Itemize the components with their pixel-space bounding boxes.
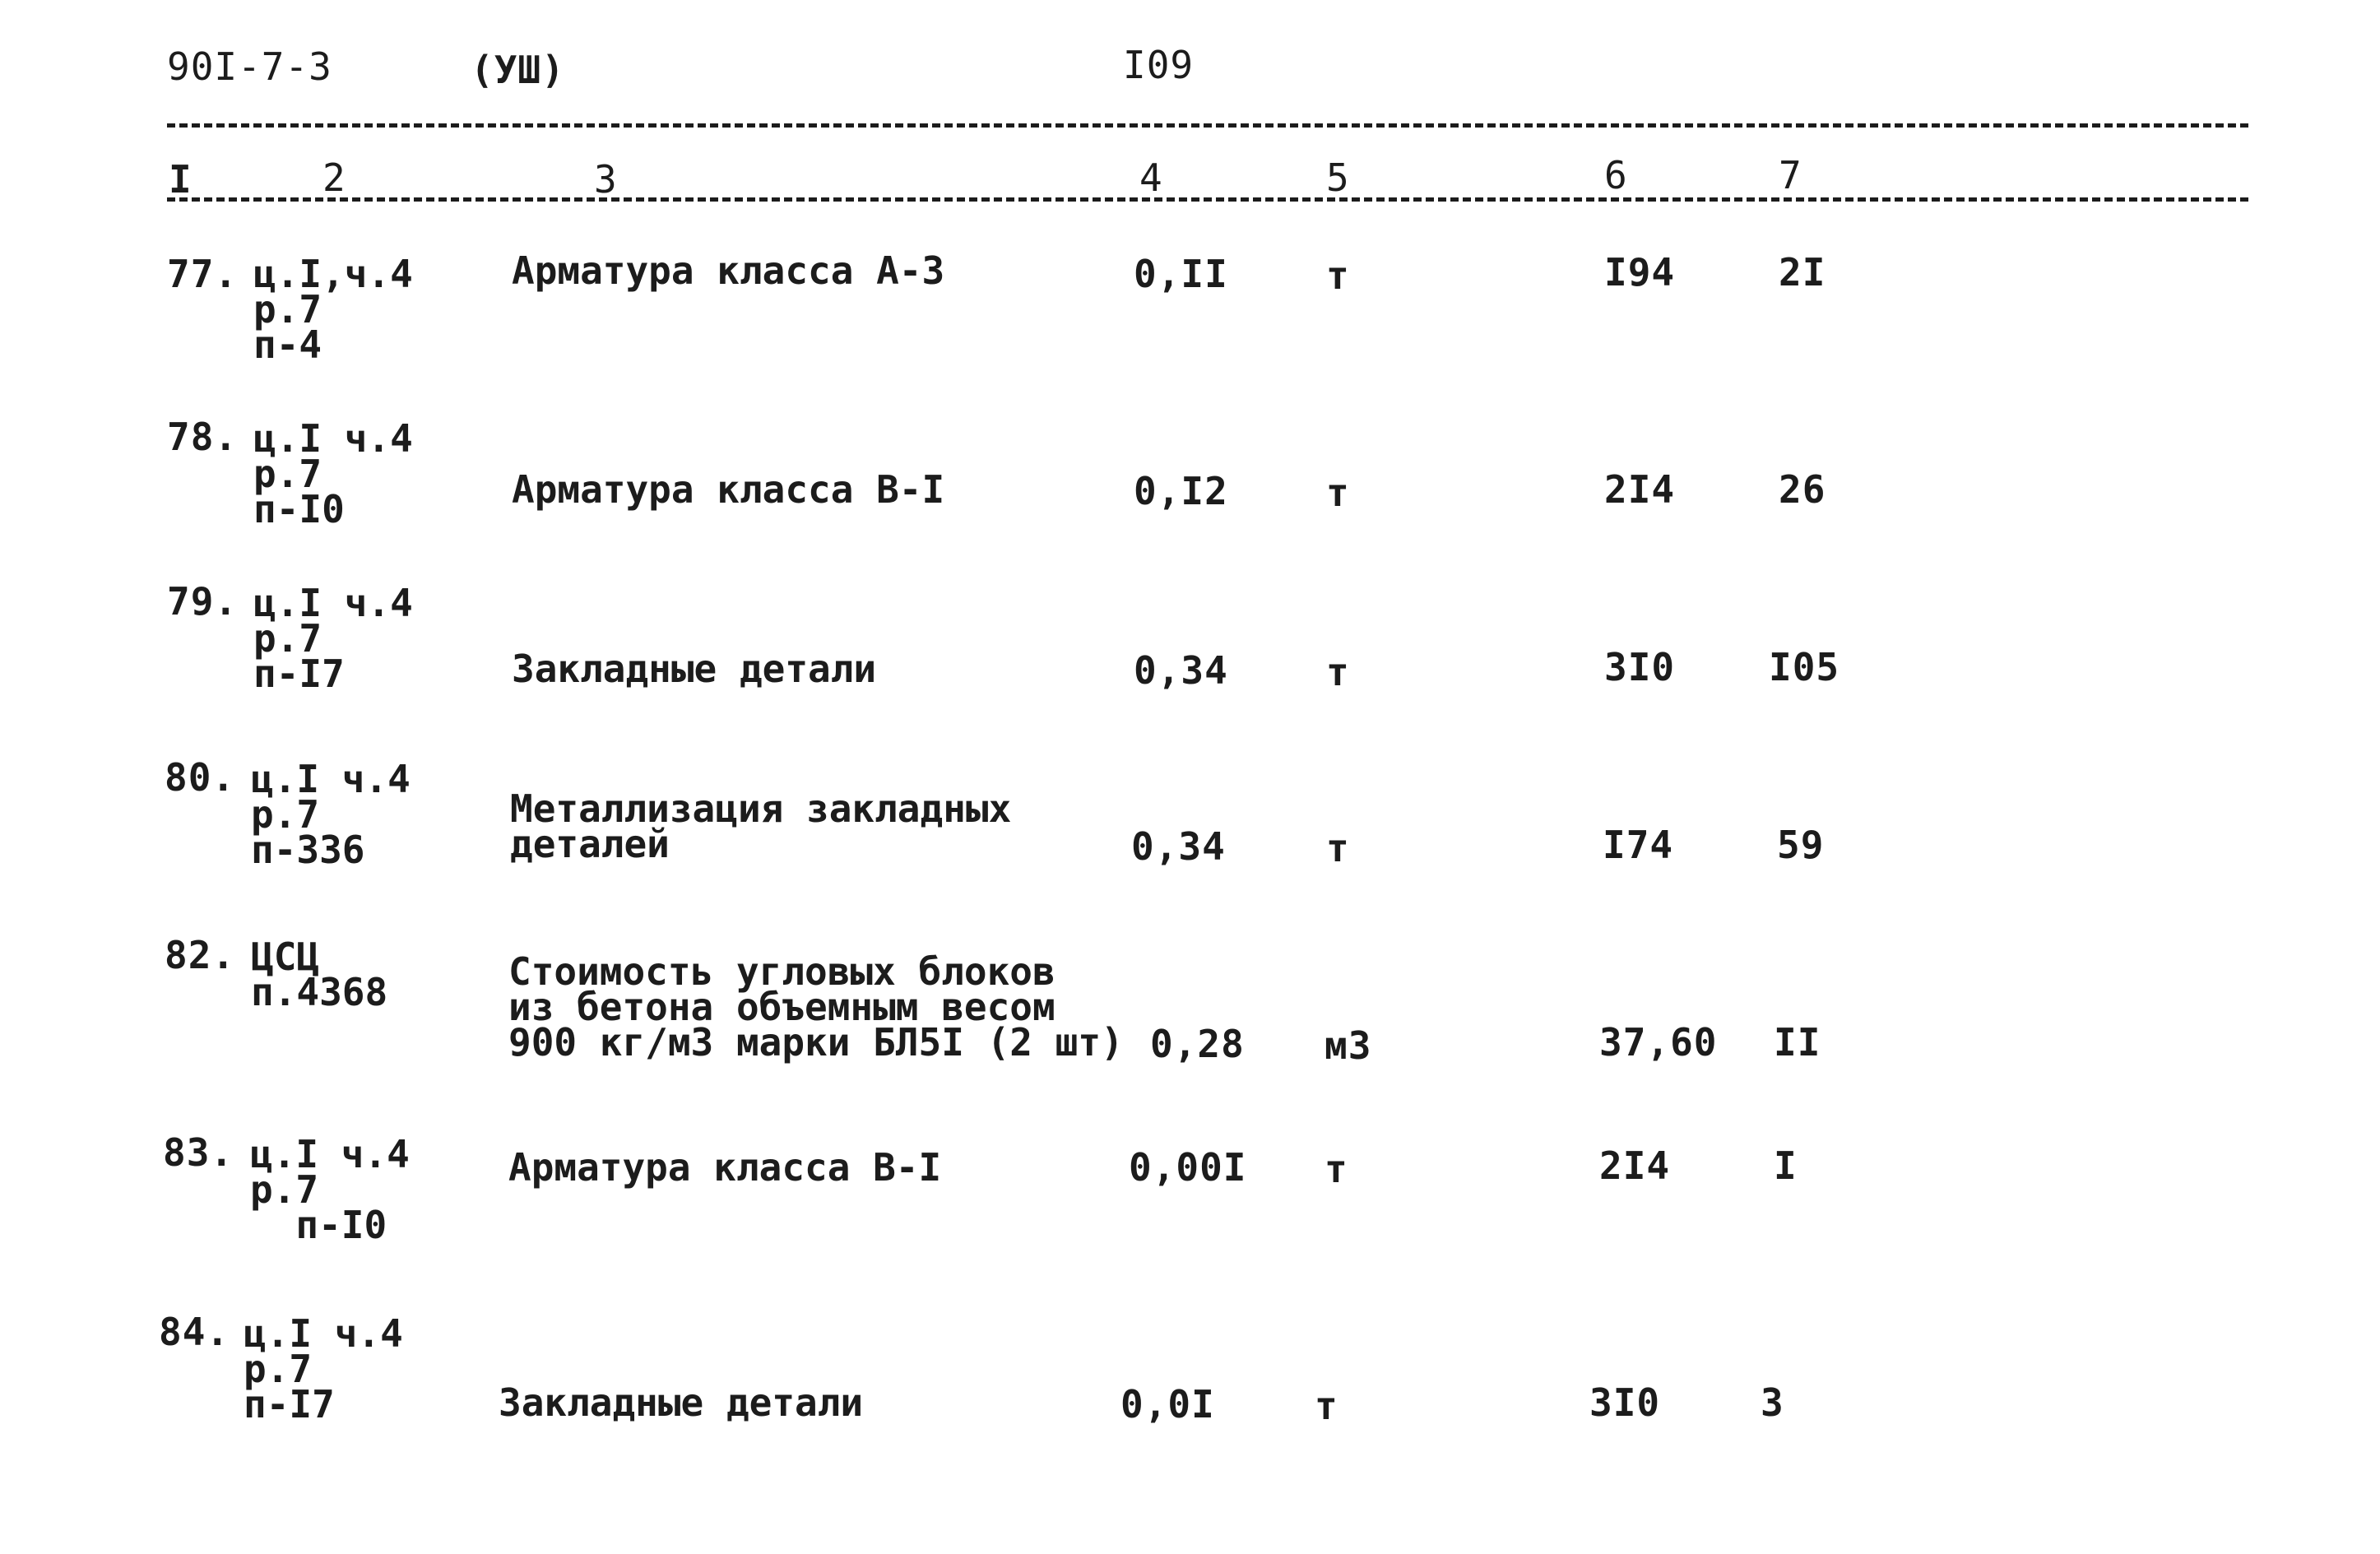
col-header-1: I	[169, 157, 193, 202]
row-quantity: 0,28	[1150, 1022, 1245, 1066]
row-price: 2I4	[1599, 1143, 1671, 1188]
row-price: 3I0	[1604, 645, 1676, 689]
row-quantity: 0,II	[1134, 252, 1228, 296]
row-unit: т	[1315, 1384, 1338, 1428]
row-ref: ц.I ч.4 р.7 п-I0	[253, 416, 413, 531]
col-header-6: 6	[1604, 153, 1628, 197]
row-price: 2I4	[1604, 467, 1676, 512]
row-ref: ц.I ч.4 р.7 п-I7	[253, 581, 413, 696]
row-number: 84.	[159, 1310, 230, 1354]
row-quantity: 0,0I	[1120, 1382, 1215, 1426]
row-number: 82.	[165, 933, 236, 977]
row-price: I94	[1604, 250, 1676, 295]
row-number: 77.	[167, 252, 239, 296]
header-divider	[167, 123, 2248, 128]
row-total: I05	[1769, 645, 1840, 689]
row-total: 26	[1779, 467, 1826, 512]
row-ref: ц.I ч.4 р.7 п-I0	[250, 1132, 410, 1247]
row-ref: ЦСЦ п.4368	[251, 935, 388, 1014]
col-header-7: 7	[1779, 153, 1802, 197]
row-description: Арматура класса В-I	[512, 467, 945, 512]
column-header-divider	[167, 197, 2248, 202]
row-quantity: 0,34	[1131, 824, 1226, 869]
row-ref: ц.I ч.4 р.7 п-I7	[244, 1311, 403, 1426]
row-description: Закладные детали	[499, 1380, 864, 1425]
row-quantity: 0,00I	[1129, 1145, 1247, 1190]
col-header-4: 4	[1139, 155, 1163, 200]
row-description: Арматура класса В-I	[508, 1145, 942, 1190]
row-unit: т	[1326, 471, 1350, 515]
row-unit: т	[1325, 1147, 1348, 1191]
row-total: 59	[1777, 823, 1825, 867]
row-number: 78.	[167, 415, 239, 459]
row-price: 37,60	[1599, 1020, 1718, 1065]
row-quantity: 0,I2	[1134, 469, 1228, 513]
row-description: Арматура класса А-3	[512, 248, 945, 293]
col-header-3: 3	[594, 157, 618, 202]
row-unit: т	[1326, 826, 1350, 870]
row-quantity: 0,34	[1134, 648, 1228, 693]
col-header-5: 5	[1326, 155, 1350, 200]
row-number: 79.	[167, 579, 239, 624]
col-header-2: 2	[322, 155, 346, 200]
row-number: 80.	[165, 755, 236, 800]
page-number: I09	[1123, 43, 1195, 87]
row-price: 3I0	[1589, 1380, 1661, 1425]
row-ref: ц.I,ч.4 р.7 п-4	[253, 252, 413, 367]
row-description: Стоимость угловых блоков из бетона объемным весом 900 кг/м3 марки БЛ5I (2 шт)	[508, 949, 1124, 1065]
row-total: II	[1774, 1020, 1821, 1065]
row-description: Закладные детали	[512, 647, 877, 691]
row-total: 2I	[1779, 250, 1826, 295]
row-unit: т	[1326, 650, 1350, 694]
row-ref: ц.I ч.4 р.7 п-336	[251, 757, 411, 872]
row-price: I74	[1603, 823, 1674, 867]
row-unit: м3	[1325, 1023, 1372, 1068]
row-number: 83.	[163, 1130, 234, 1175]
row-description: Металлизация закладных деталей	[510, 786, 1012, 866]
doc-code: 90I-7-3	[167, 44, 332, 89]
row-total: 3	[1761, 1380, 1784, 1425]
row-total: I	[1774, 1143, 1798, 1188]
section-code: (УШ)	[471, 48, 565, 92]
row-unit: т	[1326, 253, 1350, 298]
